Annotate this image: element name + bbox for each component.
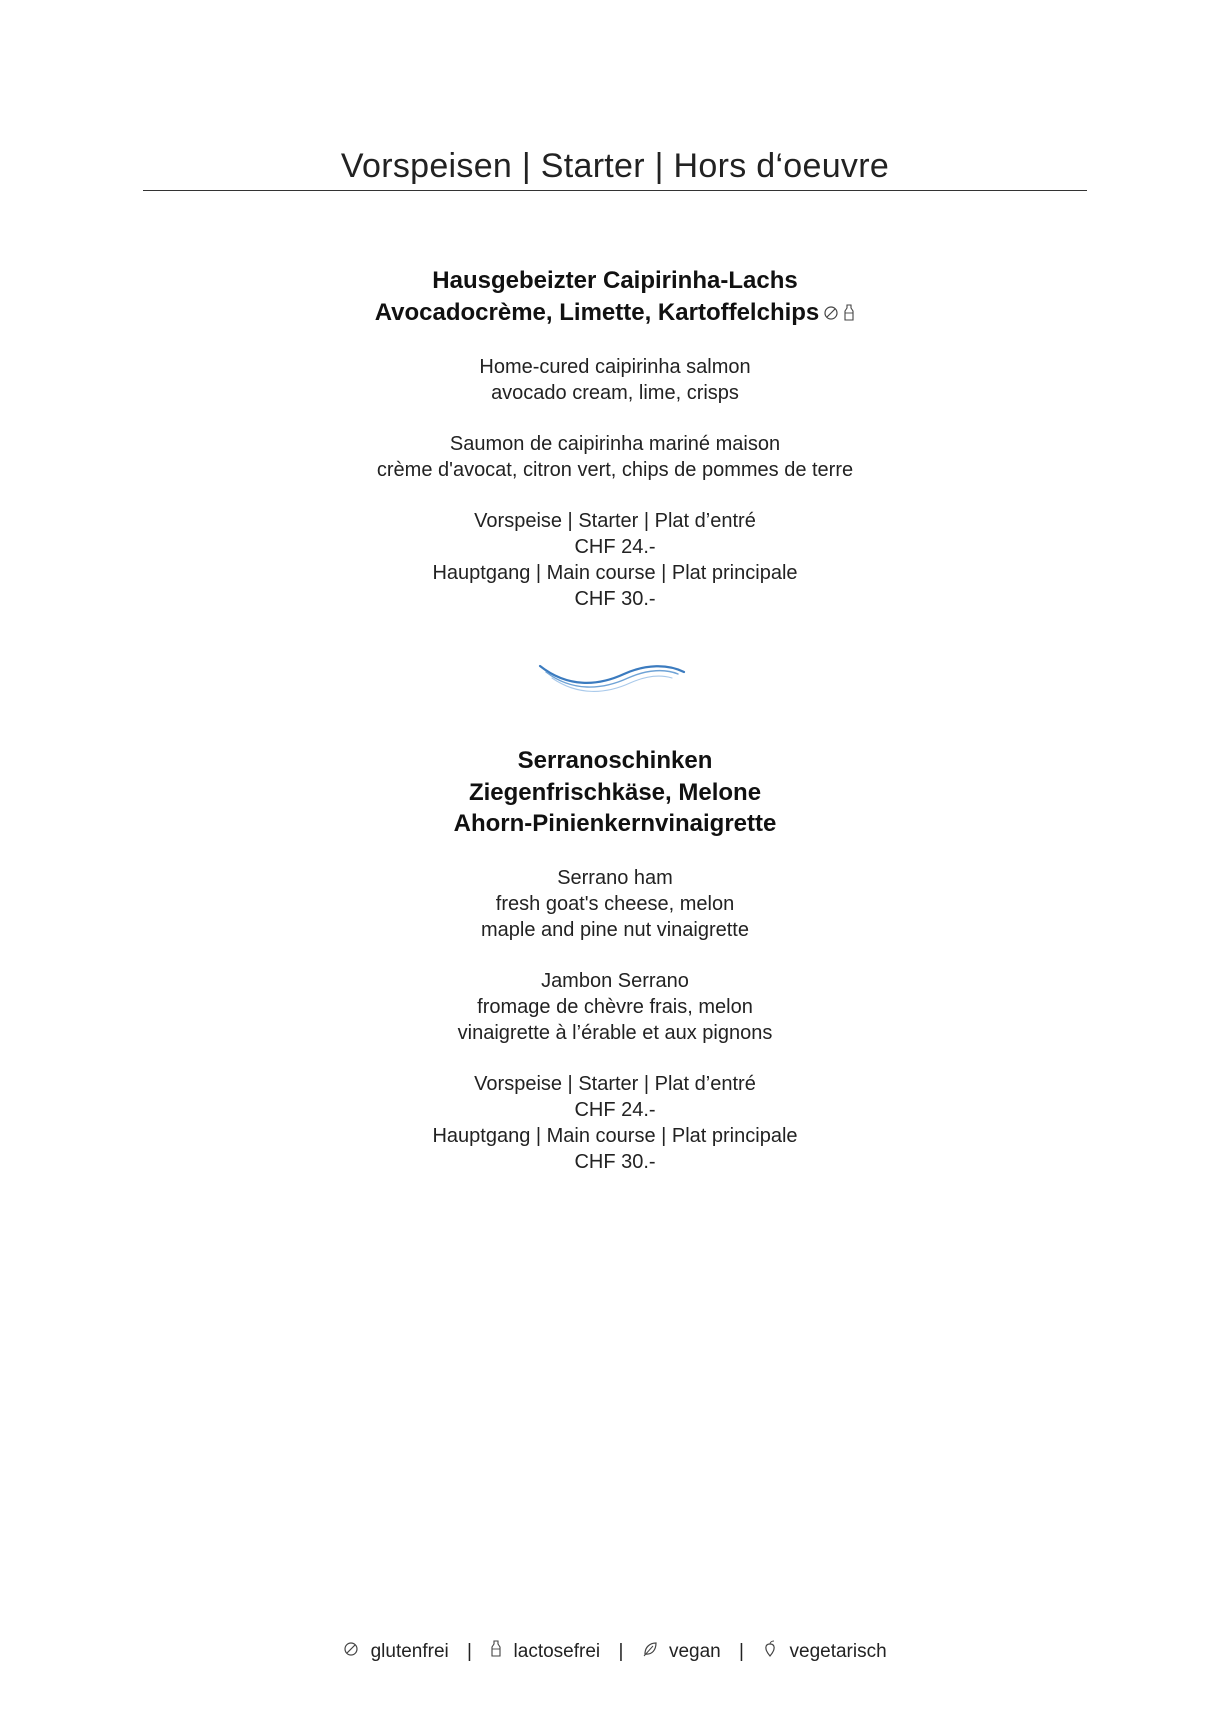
legend-label-vegetarisch: vegetarisch bbox=[789, 1640, 887, 1662]
lactose-free-icon bbox=[490, 1640, 502, 1663]
vegetarian-icon bbox=[762, 1640, 778, 1663]
legend-label-vegan: vegan bbox=[668, 1640, 721, 1662]
legend-separator: | bbox=[739, 1640, 744, 1662]
dish-description-french: Jambon Serrano fromage de chèvre frais, melon vinaigrette à l’érable et aux pignons bbox=[457, 969, 773, 1044]
main-course-price: CHF 30.- bbox=[574, 1150, 656, 1173]
dish-serrano-ham bbox=[143, 745, 1087, 1175]
vegan-icon bbox=[642, 1641, 658, 1663]
dish-title: Serranoschinken Ziegenfrischkäse, Melone Ahorn-Pinienkernvinaigrette bbox=[453, 747, 777, 837]
page-title: Vorspeisen | Starter | Hors d‘oeuvre bbox=[340, 147, 890, 185]
lactose-free-icon bbox=[843, 298, 855, 330]
gluten-free-icon bbox=[343, 1641, 359, 1663]
dish-prices: Vorspeise | Starter | Plat d’entré CHF 24.- Hauptgang | Main course | Plat principale CHF 30.- bbox=[143, 1071, 1087, 1175]
dish-description-french: Saumon de caipirinha mariné maison crème d'avocat, citron vert, chips de pommes de terre bbox=[376, 433, 854, 481]
starter-price: CHF 24.- bbox=[574, 1098, 656, 1121]
starter-price: CHF 24.- bbox=[574, 536, 656, 558]
legend-label-glutenfrei: glutenfrei bbox=[370, 1640, 449, 1662]
dietary-legend bbox=[143, 1640, 1087, 1663]
gluten-free-icon bbox=[823, 298, 839, 330]
dish-description-english: Serrano ham fresh goat's cheese, melon maple and pine nut vinaigrette bbox=[481, 866, 749, 941]
legend-separator: | bbox=[618, 1640, 624, 1662]
dish-caipirinha-salmon bbox=[143, 265, 1087, 612]
main-course-price: CHF 30.- bbox=[574, 588, 656, 610]
legend-label-lactosefrei: lactosefrei bbox=[513, 1640, 601, 1662]
dish-prices: Vorspeise | Starter | Plat d’entré CHF 24.- Hauptgang | Main course | Plat principale CHF 30.- bbox=[143, 508, 1087, 612]
page-header bbox=[143, 144, 1087, 191]
dish-description-english: Home-cured caipirinha salmon avocado cream, lime, crisps bbox=[479, 356, 751, 404]
wave-divider-icon bbox=[538, 660, 686, 705]
legend-separator: | bbox=[467, 1640, 472, 1662]
dish-title: Hausgebeizter Caipirinha-Lachs Avocadocrème, Limette, Kartoffelchips bbox=[143, 265, 1087, 329]
